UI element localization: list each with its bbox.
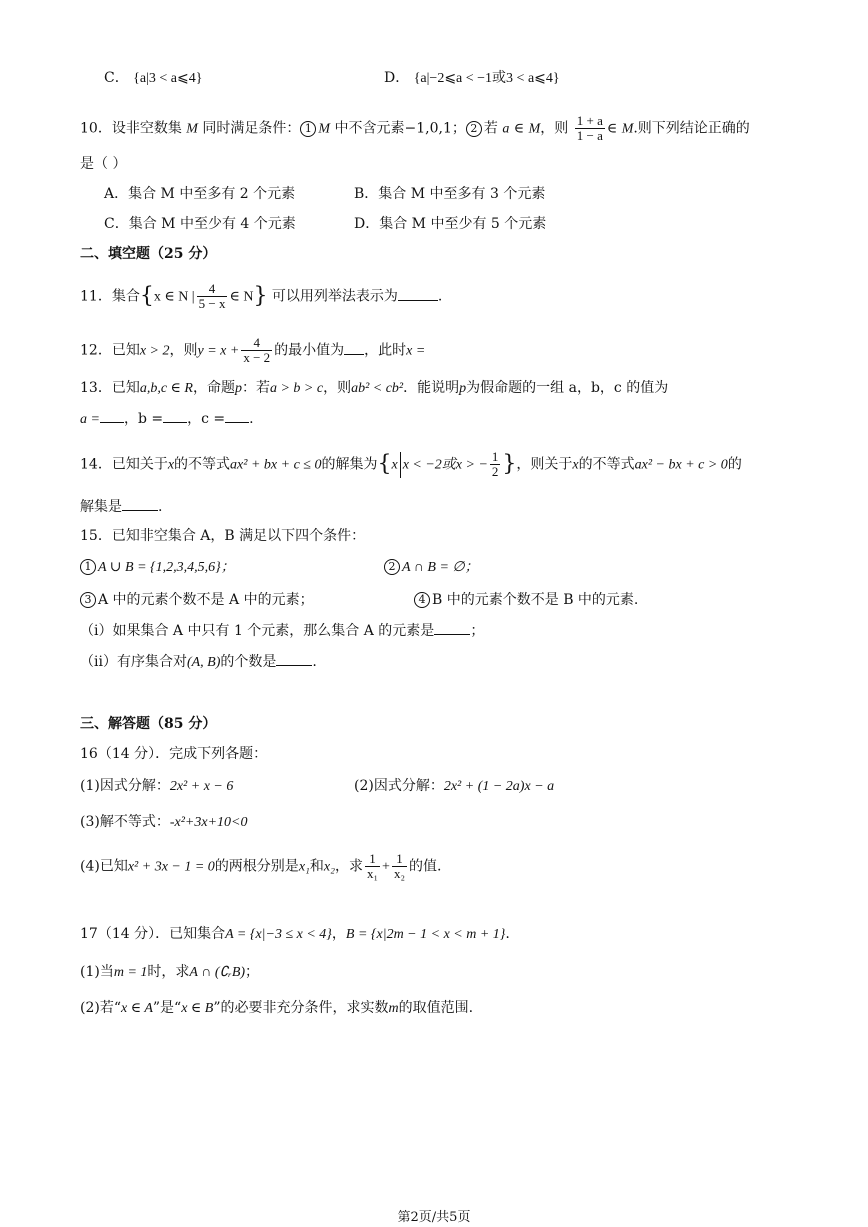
q14-text: . [158,499,163,515]
fraction-denominator: 5 − x [198,296,226,311]
q13-text: ：若 [241,380,270,396]
q14-text: 的解集为 [321,456,378,473]
q14-line1 [80,450,742,479]
right-brace: } [502,451,517,477]
q10-fraction [575,114,605,143]
page-number: 第2页/共5页 [397,1210,471,1225]
q17-stem [80,924,510,945]
q15-cond3-text: A 中的元素个数不是 A 中的元素； [98,592,314,608]
q17-part1-expr: A ∩ (∁ᵣB) [189,965,246,980]
circled-number: 1 [300,121,316,137]
q15-condition-4 [414,590,638,610]
q17-text: (2)若“ [80,1000,121,1016]
q16-part-2 [354,776,554,797]
q10-in: ∈ [513,121,525,137]
q17-part1-condition: m = 1 [113,965,148,980]
q15-text: 的个数是 [220,654,277,670]
q17-x-in-b: x ∈ B [181,1001,214,1016]
fraction-denominator: x − 2 [243,350,271,365]
q15-sub1 [80,620,484,641]
q10-cond1: 中不含元素−1,0,1； [334,120,466,137]
fraction-numerator: 4 [241,336,272,351]
section-heading-solutions: 三、解答题（85 分） [80,716,217,732]
q10-option-d: D．集合 M 中至少有 5 个元素 [354,216,547,232]
answer-blank[interactable] [225,408,249,423]
q13-text: a，b，c 的值为 [568,380,669,396]
q14-text: 的不等式 [578,456,635,473]
q10-text: .则下列结论正确的 [633,120,750,137]
q15-cond2-text: A ∩ B = ∅； [402,560,479,575]
q17-part-1 [80,962,259,983]
q10-text: ，则 [540,120,569,137]
q15-cond1-text: A ∪ B = {1,2,3,4,5,6}； [98,560,235,575]
fraction-numerator: 1 [491,449,499,464]
q10-stem [80,114,750,143]
q14-text: 解集是 [80,499,122,515]
q17-text: ”的必要非充分条件，求实数 [213,1000,389,1016]
q14-var-x: x [167,457,175,473]
q16-part-3 [80,812,247,833]
q15-condition-1 [80,557,235,578]
fraction-numerator: 1 + a [576,113,603,128]
q15-sub2-text: （ii）有序集合对 [80,654,187,670]
q11 [80,282,442,311]
q10-stem-line2 [80,154,126,174]
q10-cond-a: a [502,121,510,137]
q13-text: ，命题 [192,380,235,396]
q14-text: ，则关于 [516,456,573,473]
q17-var-m: m [388,1001,399,1016]
q16-part2-expr: 2x² + (1 − 2a)x − a [443,779,555,794]
q13-condition: a > b > c [269,381,324,396]
q14-text: 14．已知关于 [80,456,168,473]
q15-text: ； [470,623,485,639]
q11-set-right: ∈ N [229,289,254,305]
q17-text: ； [245,964,260,980]
fraction-denominator: x₂ [393,866,405,881]
answer-blank[interactable] [344,340,364,355]
q12-text: 12．已知 [80,342,140,359]
q15-sub1-text: （i）如果集合 A 中只有 1 个元素，那么集合 A 的元素是 [80,623,435,639]
q10-option-b: B．集合 M 中至多有 3 个元素 [354,186,546,202]
q16-stem: 16（14 分）．完成下列各题： [80,746,268,762]
q16-part-4 [80,852,441,881]
q12-expression: y = x + [197,343,240,359]
q10-text: 是（ ） [80,156,127,172]
circled-number: 2 [384,559,400,575]
q17-text: ， [331,926,346,942]
q11-text: . [437,288,443,305]
q17-part-2 [80,998,473,1019]
q11-fraction [197,282,228,311]
q9-option-d-set: {a|−2⩽a < −1或3 < a⩽4} [413,71,560,86]
q12-condition: x > 2 [139,343,170,359]
q11-text: 11．集合 [80,288,140,305]
q16-text: (4)已知 [80,858,128,875]
q16-plus: + [382,859,390,875]
q12 [80,336,425,365]
q16-root-1: x₁ [298,859,310,875]
q10-text: 10．设非空数集 [80,120,182,137]
q12-text: ，则 [169,342,198,359]
q15-sub2 [80,651,317,673]
q14-line2 [80,496,162,517]
left-brace: { [377,451,392,477]
q15-condition-2 [384,557,479,578]
q14-set-var: x [391,457,398,473]
fraction-denominator: 2 [491,464,499,479]
q16-text: (3)解不等式： [80,814,170,830]
answer-blank[interactable] [122,496,158,511]
fraction-denominator: x₁ [367,866,379,881]
q11-text: 可以用列举法表示为 [271,288,398,305]
circled-number: 3 [80,592,96,608]
right-brace: } [253,283,268,309]
q13-b-equals: ，b = [123,411,164,427]
q13-text: 13．已知 [80,380,140,396]
q13-c-equals: ，c = [187,411,226,427]
q17-text: (1)当 [80,964,114,980]
q17-text: 时，求 [147,964,190,980]
q16-text: (1)因式分解： [80,778,170,794]
q16-part-1 [80,776,233,797]
q13-proposition: p [459,381,467,396]
q10-var-m: M [186,121,198,137]
q14-inequality-2: ax² − bx + c > 0 [634,457,728,473]
q12-fraction [241,336,272,365]
circled-number: 2 [466,121,482,137]
answer-blank[interactable] [434,620,470,635]
q16-text: 的两根分别是 [214,858,299,875]
q10-var-m: M [528,121,541,137]
q17-text: ”是“ [152,1000,182,1016]
q12-text: ，此时 [364,342,407,359]
q10-var-m: M [621,121,634,137]
q15-condition-3 [80,590,314,610]
q10-option-a: A．集合 M 中至多有 2 个元素 [104,186,296,202]
q17-x-in-a: x ∈ A [121,1001,153,1016]
q10-var-m: M [318,121,331,137]
q16-text: ，求 [335,858,363,875]
answer-blank[interactable] [276,651,312,666]
q13-text: ．能说明 [403,380,460,396]
q9-option-d [384,68,560,89]
q10-option-c: C．集合 M 中至少有 4 个元素 [104,216,296,232]
q16-part4-equation: x² + 3x − 1 = 0 [127,859,215,875]
q17-set-a: A = {x|−3 ≤ x < 4} [225,927,332,942]
q13-line1 [80,378,668,399]
q11-set-left: x ∈ N | [153,289,195,305]
q10-in: ∈ [606,121,618,137]
q15-cond4-text: B 中的元素个数不是 B 中的元素. [432,592,639,608]
q13-text: 为假命题的一组 [466,380,565,396]
q9-option-c [104,68,202,89]
q14-fraction [490,450,501,479]
answer-blank[interactable] [100,408,124,423]
q14-inequality-1: ax² + bx + c ≤ 0 [230,457,322,473]
q15-stem: 15．已知非空集合 A，B 满足以下四个条件： [80,528,366,544]
q13-vars: a,b,c ∈ R [139,381,193,396]
q16-root-2: x₂ [323,859,335,875]
q9-option-d-label: D． [384,70,410,86]
q14-var-x: x [572,457,579,473]
q16-part1-expr: 2x² + x − 6 [169,779,234,794]
q16-text: 和 [309,858,324,875]
q13-line2 [80,408,254,430]
q13-proposition: p [234,381,242,396]
q16-text: (2)因式分解： [354,778,444,794]
section-heading-fill-blank: 二、填空题（25 分） [80,246,217,262]
q12-x-equals: x = [406,343,426,359]
q16-text: 的值. [409,858,442,875]
answer-blank[interactable] [163,408,187,423]
fraction-numerator: 1 [365,852,380,867]
q16-fraction-2 [392,852,407,881]
q14-set-condition: x < −2或x > − [402,457,488,473]
q9-option-c-set: {a|3 < a⩽4} [133,71,203,86]
q14-text: 的不等式 [174,456,231,473]
q17-text: . [505,926,510,942]
answer-blank[interactable] [398,286,438,301]
q15-text: . [312,654,317,670]
q17-text: 的取值范围. [398,1000,474,1016]
fraction-numerator: 4 [197,282,228,297]
q10-text: 若 [483,120,498,137]
q16-fraction-1 [365,852,380,881]
q13-text: ，则 [323,380,352,396]
fraction-denominator: 1 − a [576,128,603,143]
q10-text: 同时满足条件： [202,120,301,137]
q16-part3-expr: -x²+3x+10<0 [169,815,248,830]
q17-set-b: B = {x|2m − 1 < x < m + 1} [345,927,506,942]
q14-text: 的 [727,456,742,473]
q13-text: . [249,411,254,427]
left-brace: { [139,283,154,309]
q13-conclusion: ab² < cb² [351,381,404,396]
q9-option-c-label: C． [104,70,129,86]
q12-text: 的最小值为 [274,342,345,359]
circled-number: 4 [414,592,430,608]
q17-text: 17（14 分）．已知集合 [80,926,226,942]
q15-ordered-pair: (A, B) [186,655,221,670]
set-bar [400,452,401,478]
circled-number: 1 [80,559,96,575]
fraction-numerator: 1 [392,852,407,867]
q13-a-equals: a = [80,412,100,427]
